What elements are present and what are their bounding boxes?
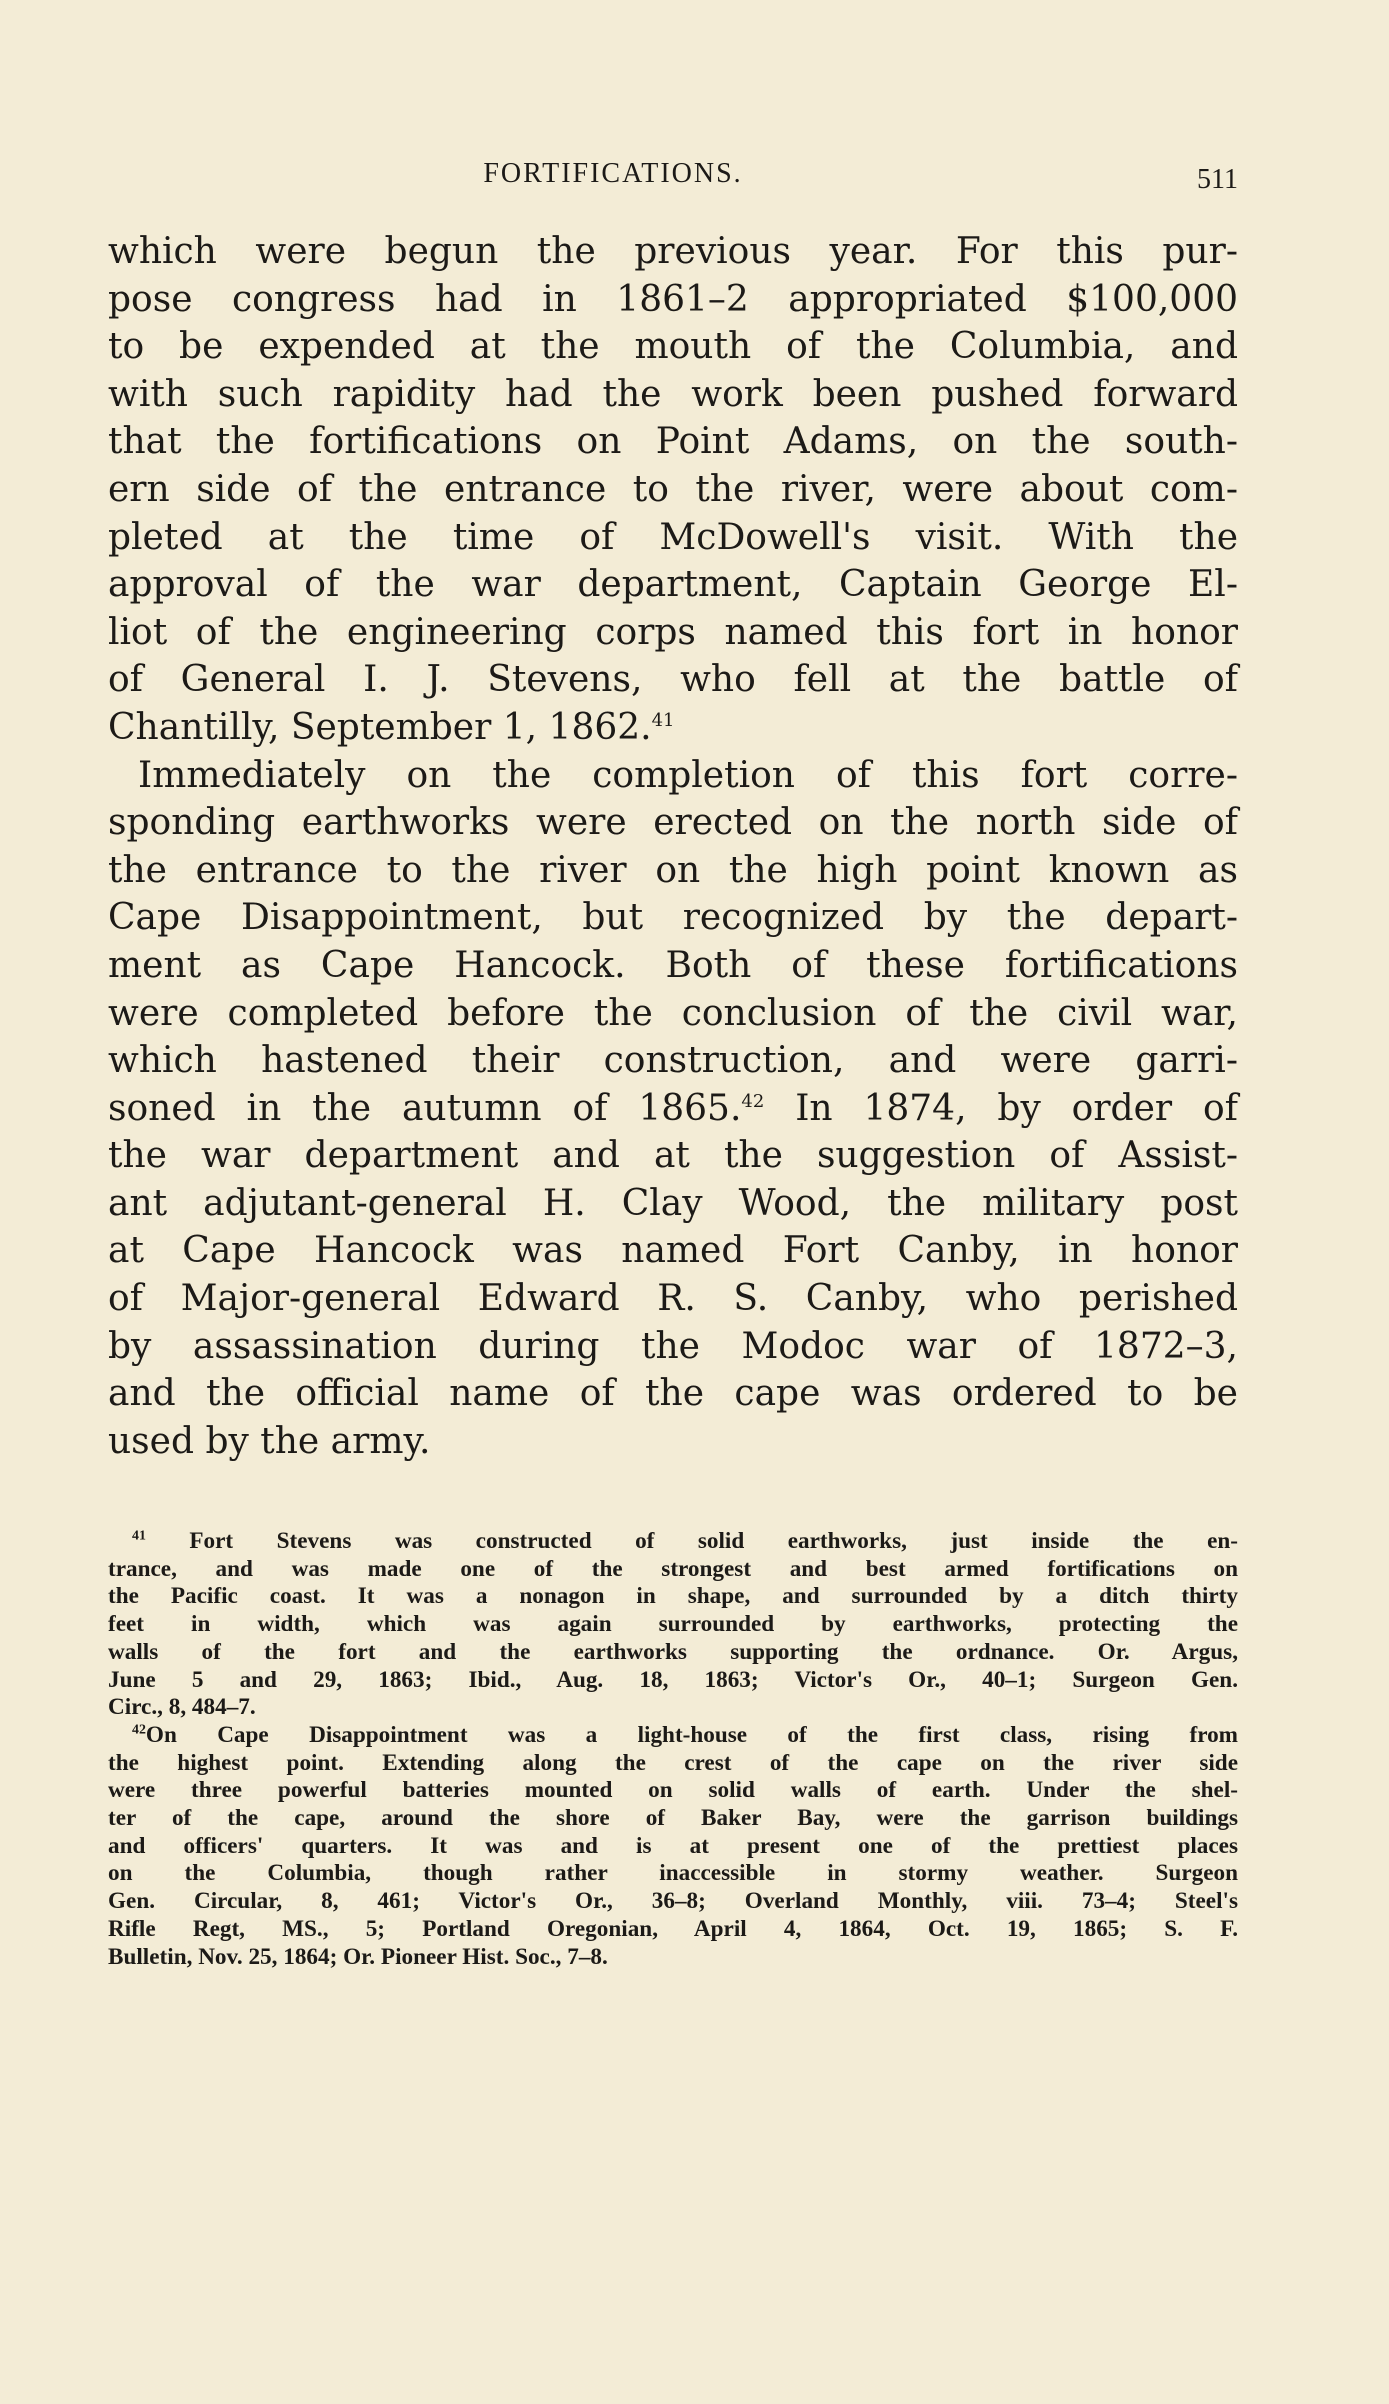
footnote-line: the highest point. Extending along the crest of the cape on the river side (108, 1749, 1238, 1776)
footnote-ref-42: 42 (741, 1090, 765, 1112)
body-line: by assassination during the Modoc war of 1872–3, (108, 1325, 1238, 1367)
running-title: FORTIFICATIONS. (483, 158, 743, 189)
body-line: at Cape Hancock was named Fort Canby, in honor (108, 1230, 1238, 1272)
footnote-41-marker: 41 (132, 1528, 146, 1544)
footnote-line: and officers' quarters. It was and is at present one of the prettiest places (108, 1832, 1238, 1859)
body-line-with-ref-42 (108, 1085, 1238, 1133)
body-line: ern side of the entrance to the river, were about com- (108, 468, 1238, 510)
footnotes (108, 1528, 1238, 1971)
footnote-line: ter of the cape, around the shore of Baker Bay, were the garrison buildings (108, 1805, 1238, 1832)
body-line: to be expended at the mouth of the Columbia, and (108, 326, 1238, 368)
body-line: that the fortifications on Point Adams, on the south- (108, 421, 1238, 463)
footnote-ref-41: 41 (651, 709, 675, 731)
paragraph-start-line: Immediately on the completion of this fort corre- (138, 754, 1238, 796)
body-line: were completed before the conclusion of the civil war, (108, 992, 1238, 1034)
body-line: the entrance to the river on the high point known as (108, 849, 1238, 891)
footnote-42-first-line (108, 1722, 1238, 1750)
body-line: sponding earthworks were erected on the north side of (108, 802, 1238, 844)
footnote-line-text: Fort Stevens was constructed of solid earthworks, just inside the en- (145, 1528, 1238, 1554)
body-line-text: Chantilly, September 1, 1862. (108, 706, 652, 748)
body-line: Cape Disappointment, but recognized by the depart- (108, 897, 1238, 939)
footnote-42-marker: 42 (132, 1722, 146, 1738)
body-line: with such rapidity had the work been pushed forward (108, 373, 1238, 415)
body-line-text-continued: In 1874, by order of (764, 1087, 1238, 1129)
body-line: which hastened their construction, and were garri- (108, 1040, 1238, 1082)
running-head (108, 158, 1238, 198)
footnote-line: the Pacific coast. It was a nonagon in shape, and surrounded by a ditch thirty (108, 1583, 1238, 1610)
body-line: pleted at the time of McDowell's visit. With the (108, 516, 1238, 558)
body-line: which were begun the previous year. For this pur- (108, 231, 1238, 272)
body-line: used by the army. (108, 1420, 431, 1462)
footnote-41-first-line (108, 1528, 1238, 1556)
footnote-line: Gen. Circular, 8, 461; Victor's Or., 36–8; Overland Monthly, viii. 73–4; Steel's (108, 1888, 1238, 1915)
footnote-line: feet in width, which was again surrounded by earthworks, protecting the (108, 1611, 1238, 1638)
footnote-line: Bulletin, Nov. 25, 1864; Or. Pioneer Hist. Soc., 7–8. (108, 1943, 608, 1970)
body-line-text: soned in the autumn of 1865. (108, 1087, 742, 1129)
body-line: approval of the war department, Captain George El- (108, 564, 1238, 606)
footnote-line: on the Columbia, though rather inaccessible in stormy weather. Surgeon (108, 1860, 1238, 1887)
footnote-line-text: On Cape Disappointment was a light-house of the first class, rising from (145, 1721, 1238, 1748)
footnote-line: Circ., 8, 484–7. (108, 1694, 256, 1721)
footnote-line: Rifle Regt, MS., 5; Portland Oregonian, April 4, 1864, Oct. 19, 1865; S. F. (108, 1915, 1238, 1942)
body-line-with-ref-41 (108, 704, 1238, 752)
page-number: 511 (1197, 164, 1238, 195)
footnote-line: walls of the fort and the earthworks supporting the ordnance. Or. Argus, (108, 1638, 1238, 1665)
body-line: pose congress had in 1861–2 appropriated $100,000 (108, 278, 1238, 320)
body-line: of Major-general Edward R. S. Canby, who perished (108, 1278, 1238, 1320)
body-line: liot of the engineering corps named this fort in honor (108, 611, 1238, 653)
body-text (108, 228, 1238, 1465)
body-line: of General I. J. Stevens, who fell at the battle of (108, 659, 1238, 701)
footnote-line: trance, and was made one of the strongest and best armed fortifications on (108, 1555, 1238, 1582)
body-line: ment as Cape Hancock. Both of these fortifications (108, 944, 1238, 986)
body-line: ant adjutant-general H. Clay Wood, the military post (108, 1182, 1238, 1224)
body-line: the war department and at the suggestion of Assist- (108, 1135, 1238, 1177)
footnote-line: June 5 and 29, 1863; Ibid., Aug. 18, 1863; Victor's Or., 40–1; Surgeon Gen. (108, 1666, 1238, 1693)
body-line: and the official name of the cape was ordered to be (108, 1373, 1238, 1415)
footnote-line: were three powerful batteries mounted on solid walls of earth. Under the shel- (108, 1777, 1238, 1804)
